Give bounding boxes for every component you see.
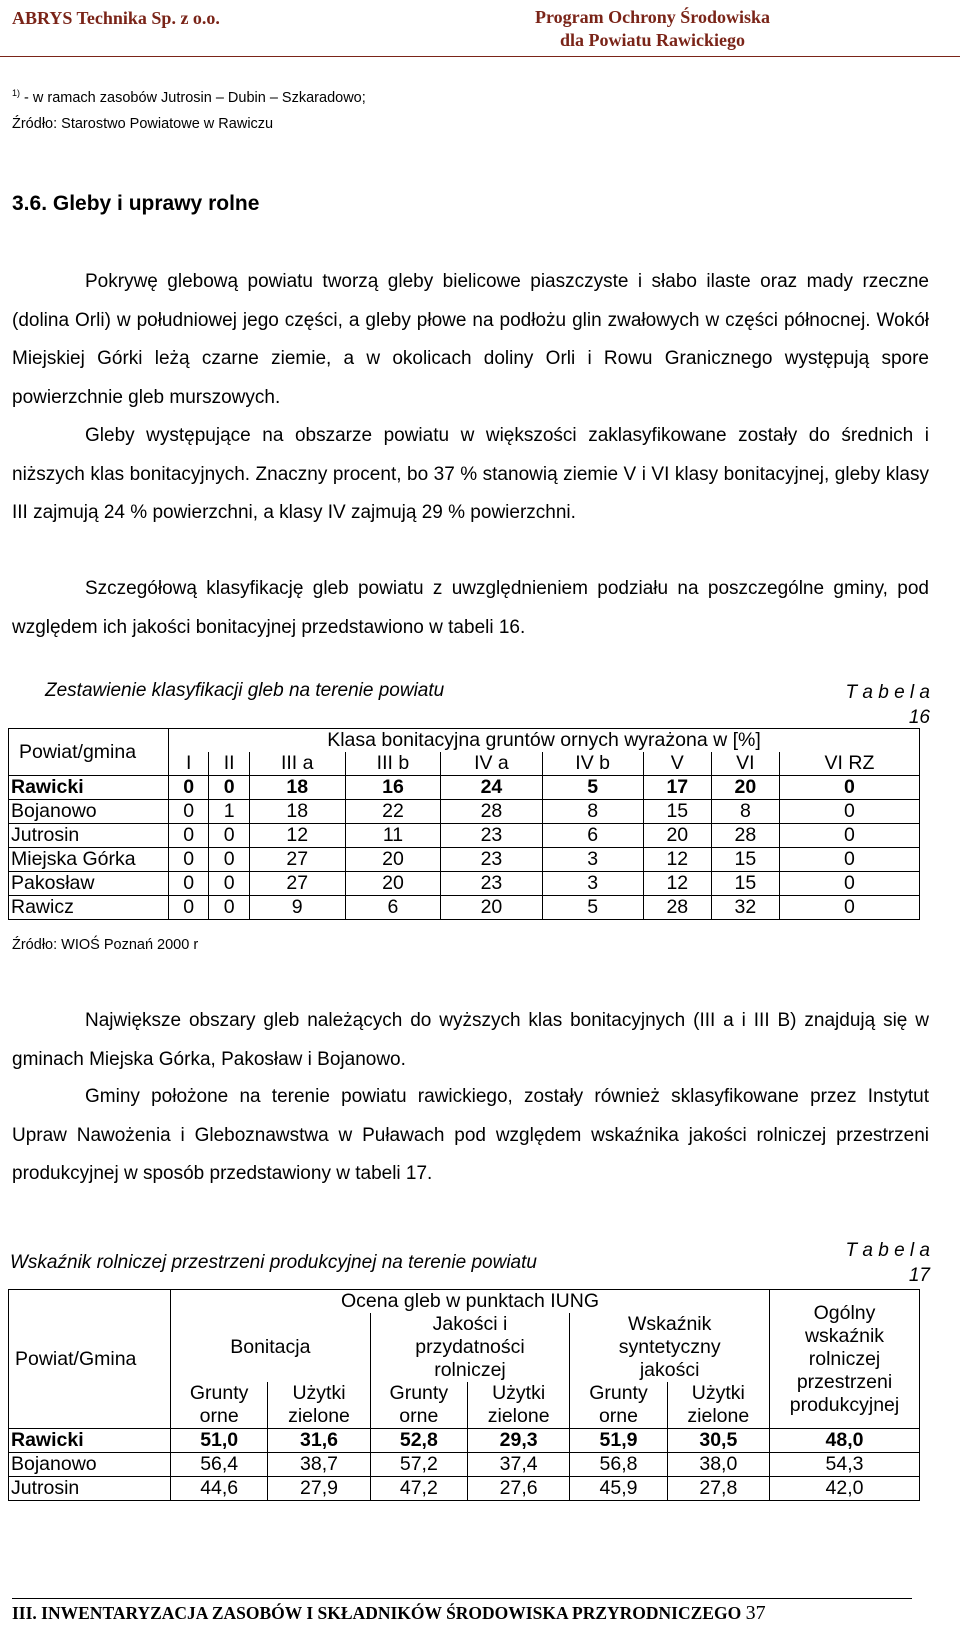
table17-sub-uzytki: Użytki zielone xyxy=(268,1382,370,1429)
table16-cell: 27 xyxy=(249,848,345,872)
table16-cell: 15 xyxy=(711,872,779,896)
table17-row-name: Jutrosin xyxy=(9,1477,171,1501)
table17-ogolny-line2: wskaźnik xyxy=(804,1324,885,1347)
table16-row-name: Rawicki xyxy=(9,776,169,800)
table16-class-header: VI RZ xyxy=(779,752,919,776)
table16-source: Źródło: WIOŚ Poznań 2000 r xyxy=(12,937,199,953)
table16-cell: 24 xyxy=(441,776,542,800)
table17-cell: 27,8 xyxy=(667,1477,769,1501)
table17-ogolny-line3: rolniczej xyxy=(808,1347,881,1370)
table17-cell: 45,9 xyxy=(570,1477,667,1501)
table16-row xyxy=(9,872,920,896)
table16-group-header: Klasa bonitacyjna gruntów ornych wyrażona w [%] xyxy=(169,729,920,753)
table16-cell: 0 xyxy=(209,872,249,896)
table17-wskaznik-line3: jakości xyxy=(639,1359,700,1381)
table16-cell: 3 xyxy=(542,872,643,896)
table16-cell: 0 xyxy=(209,824,249,848)
table16-cell: 20 xyxy=(345,848,441,872)
table17-cell: 51,0 xyxy=(171,1429,268,1453)
table16-cell: 0 xyxy=(169,896,209,920)
table16-caption: Zestawienie klasyfikacji gleb na terenie powiatu xyxy=(45,680,445,701)
table17-cell: 27,9 xyxy=(268,1477,370,1501)
page-footer xyxy=(12,1598,912,1625)
table16-cell: 9 xyxy=(249,896,345,920)
table16-cell: 8 xyxy=(542,800,643,824)
table16-row xyxy=(9,896,920,920)
table17-number: 17 xyxy=(908,1265,930,1286)
table16-cell: 0 xyxy=(779,848,919,872)
table16-cell: 1 xyxy=(209,800,249,824)
table17-cell: 47,2 xyxy=(370,1477,467,1501)
table17-jakosci-line2: przydatności xyxy=(415,1336,525,1358)
table16-cell: 0 xyxy=(779,800,919,824)
table16-cell: 11 xyxy=(345,824,441,848)
table16-row xyxy=(9,824,920,848)
table17-row-name: Rawicki xyxy=(9,1429,171,1453)
table16-class-header: II xyxy=(209,752,249,776)
table16-cell: 32 xyxy=(711,896,779,920)
table16-class-header: VI xyxy=(711,752,779,776)
table17-group-header: Ocena gleb w punktach IUNG xyxy=(171,1290,770,1314)
table17-cell: 52,8 xyxy=(370,1429,467,1453)
table17-sub-uzytki: Użytki zielone xyxy=(667,1382,769,1429)
table16-row-name: Bojanowo xyxy=(9,800,169,824)
table16-number: 16 xyxy=(908,707,930,728)
source-note: Źródło: Starostwo Powiatowe w Rawiczu xyxy=(12,116,274,132)
footer-chapter: III. INWENTARYZACJA ZASOBÓW I SKŁADNIKÓW ŚRODOWISKA PRZYRODNICZEGO xyxy=(12,1603,742,1623)
table16-cell: 23 xyxy=(441,872,542,896)
table16-cell: 12 xyxy=(643,848,711,872)
table17-ogolny-line5: produkcyjnej xyxy=(789,1393,900,1416)
table16-cell: 20 xyxy=(345,872,441,896)
table16-cell: 20 xyxy=(711,776,779,800)
section-title: 3.6. Gleby i uprawy rolne xyxy=(12,192,260,215)
table17-ogolny-line4: przestrzeni xyxy=(796,1370,893,1393)
table17-jakosci-line1: Jakości i xyxy=(432,1313,508,1335)
table16-cell: 28 xyxy=(441,800,542,824)
table17-cell: 31,6 xyxy=(268,1429,370,1453)
table16-cell: 28 xyxy=(711,824,779,848)
table17-sub-grunty: Grunty orne xyxy=(570,1382,667,1429)
header-company: ABRYS Technika Sp. z o.o. xyxy=(12,8,220,28)
table17-cell: 54,3 xyxy=(770,1453,920,1477)
header-rule xyxy=(0,56,960,57)
paragraph-1: Pokrywę glebową powiatu tworzą gleby bielicowe piaszczyste i słabo ilaste oraz mady rzeczne (dolina Orli) w południowej jego części, a gleby płowe na podłożu glin zwałowych w części północnej. Wokół Miejskiej Górki leżą czarne ziemie, a w okolicach doliny Orli i Rowu Granicznego występują spore powierzchnie gleb murszowych. xyxy=(12,271,929,408)
table16-cell: 12 xyxy=(249,824,345,848)
table17-cell: 38,0 xyxy=(667,1453,769,1477)
table17-caption: Wskaźnik rolniczej przestrzeni produkcyjnej na terenie powiatu xyxy=(10,1252,537,1273)
table17-cell: 48,0 xyxy=(770,1429,920,1453)
table16-cell: 0 xyxy=(209,896,249,920)
table17-row xyxy=(9,1453,920,1477)
table16-class-header: IV a xyxy=(441,752,542,776)
table16-cell: 15 xyxy=(643,800,711,824)
table16-cell: 5 xyxy=(542,896,643,920)
table16-cell: 20 xyxy=(441,896,542,920)
page-number: 37 xyxy=(745,1602,766,1624)
table16-cell: 0 xyxy=(779,824,919,848)
table16-corner-header: Powiat/gmina xyxy=(9,729,169,776)
table16-cell: 12 xyxy=(643,872,711,896)
footnote-line xyxy=(12,88,366,106)
table16-row-name: Rawicz xyxy=(9,896,169,920)
table16-label xyxy=(846,680,931,730)
table17-row-name: Bojanowo xyxy=(9,1453,171,1477)
table17 xyxy=(8,1289,920,1501)
table16-cell: 0 xyxy=(209,848,249,872)
table17-jakosci-header xyxy=(370,1313,570,1382)
table16-class-header: III a xyxy=(249,752,345,776)
table16-cell: 0 xyxy=(169,848,209,872)
table16-cell: 0 xyxy=(779,776,919,800)
table17-cell: 30,5 xyxy=(667,1429,769,1453)
header-program-line1: Program Ochrony Środowiska xyxy=(534,7,770,27)
table16 xyxy=(8,728,920,920)
table17-label-text: T a b e l a xyxy=(845,1240,930,1261)
table17-cell: 29,3 xyxy=(467,1429,569,1453)
table16-cell: 0 xyxy=(779,896,919,920)
table17-cell: 44,6 xyxy=(171,1477,268,1501)
table16-cell: 27 xyxy=(249,872,345,896)
table17-wskaznik-line1: Wskaźnik xyxy=(627,1313,712,1335)
table16-cell: 3 xyxy=(542,848,643,872)
table16-cell: 0 xyxy=(169,776,209,800)
table16-cell: 0 xyxy=(779,872,919,896)
table16-row xyxy=(9,800,920,824)
paragraph-3: Szczegółową klasyfikację gleb powiatu z uwzględnieniem podziału na poszczególne gminy, pod względem ich jakości bonitacyjnej przedstawiono w tabeli 16. xyxy=(12,578,929,638)
table16-label-text: T a b e l a xyxy=(845,682,930,703)
table16-cell: 6 xyxy=(345,896,441,920)
table16-cell: 16 xyxy=(345,776,441,800)
table17-label xyxy=(846,1238,931,1288)
footnote-text: - w ramach zasobów Jutrosin – Dubin – Szkaradowo; xyxy=(20,89,366,106)
table17-cell: 56,4 xyxy=(171,1453,268,1477)
table17-corner-header: Powiat/Gmina xyxy=(9,1290,171,1429)
paragraph-5: Gminy położone na terenie powiatu rawickiego, zostały również sklasyfikowane przez Instytut Upraw Nawożenia i Gleboznawstwa w Puławach pod względem wskaźnika jakości rolniczej przestrzeni produkcyjnej w sposób przedstawiony w tabeli 17. xyxy=(12,1086,929,1184)
table17-sub-uzytki: Użytki zielone xyxy=(467,1382,569,1429)
table16-row-name: Pakosław xyxy=(9,872,169,896)
table17-wskaznik-header xyxy=(570,1313,770,1382)
table16-cell: 5 xyxy=(542,776,643,800)
table16-class-header: V xyxy=(643,752,711,776)
table16-class-header: I xyxy=(169,752,209,776)
table16-cell: 17 xyxy=(643,776,711,800)
table16-row xyxy=(9,848,920,872)
table16-cell: 0 xyxy=(169,872,209,896)
table17-cell: 51,9 xyxy=(570,1429,667,1453)
table17-row xyxy=(9,1429,920,1453)
table16-cell: 28 xyxy=(643,896,711,920)
paragraph-2: Gleby występujące na obszarze powiatu w większości zaklasyfikowane zostały do średnich i niższych klas bonitacyjnych. Znaczny procent, bo 37 % stanowią ziemie V i VI klasy bonitacyjnej, gleby klasy III zajmują 24 % powierzchni, a klasy IV zajmują 29 % powierzchni. xyxy=(12,425,929,523)
table16-cell: 18 xyxy=(249,776,345,800)
table16-class-header: IV b xyxy=(542,752,643,776)
header-program-line2: dla Powiatu Rawickiego xyxy=(559,30,745,50)
table16-cell: 15 xyxy=(711,848,779,872)
table17-wskaznik-line2: syntetyczny xyxy=(618,1336,721,1358)
table17-sub-grunty: Grunty orne xyxy=(370,1382,467,1429)
table17-cell: 57,2 xyxy=(370,1453,467,1477)
table16-cell: 23 xyxy=(441,848,542,872)
table17-cell: 38,7 xyxy=(268,1453,370,1477)
table17-cell: 27,6 xyxy=(467,1477,569,1501)
table17-cell: 56,8 xyxy=(570,1453,667,1477)
table17-ogolny-line1: Ogólny xyxy=(813,1301,876,1324)
header-program-title xyxy=(535,6,770,52)
table17-cell: 37,4 xyxy=(467,1453,569,1477)
table16-cell: 0 xyxy=(169,800,209,824)
table16-cell: 6 xyxy=(542,824,643,848)
table17-row xyxy=(9,1477,920,1501)
table16-row-name: Miejska Górka xyxy=(9,848,169,872)
table16-cell: 8 xyxy=(711,800,779,824)
table16-cell: 0 xyxy=(209,776,249,800)
table16-cell: 18 xyxy=(249,800,345,824)
table17-jakosci-line3: rolniczej xyxy=(434,1359,506,1381)
table16-cell: 20 xyxy=(643,824,711,848)
paragraph-4: Największe obszary gleb należących do wyższych klas bonitacyjnych (III a i III B) znajdują się w gminach Miejska Górka, Pakosław i Bojanowo. xyxy=(12,1010,929,1070)
table17-bonitacja-header: Bonitacja xyxy=(171,1313,371,1382)
table16-cell: 23 xyxy=(441,824,542,848)
table17-cell: 42,0 xyxy=(770,1477,920,1501)
table16-cell: 0 xyxy=(169,824,209,848)
footnote-marker: 1) xyxy=(12,88,21,98)
table16-cell: 22 xyxy=(345,800,441,824)
table16-row-name: Jutrosin xyxy=(9,824,169,848)
table17-sub-grunty: Grunty orne xyxy=(171,1382,268,1429)
table16-class-header: III b xyxy=(345,752,441,776)
table16-row xyxy=(9,776,920,800)
table17-ogolny-header xyxy=(770,1290,920,1429)
